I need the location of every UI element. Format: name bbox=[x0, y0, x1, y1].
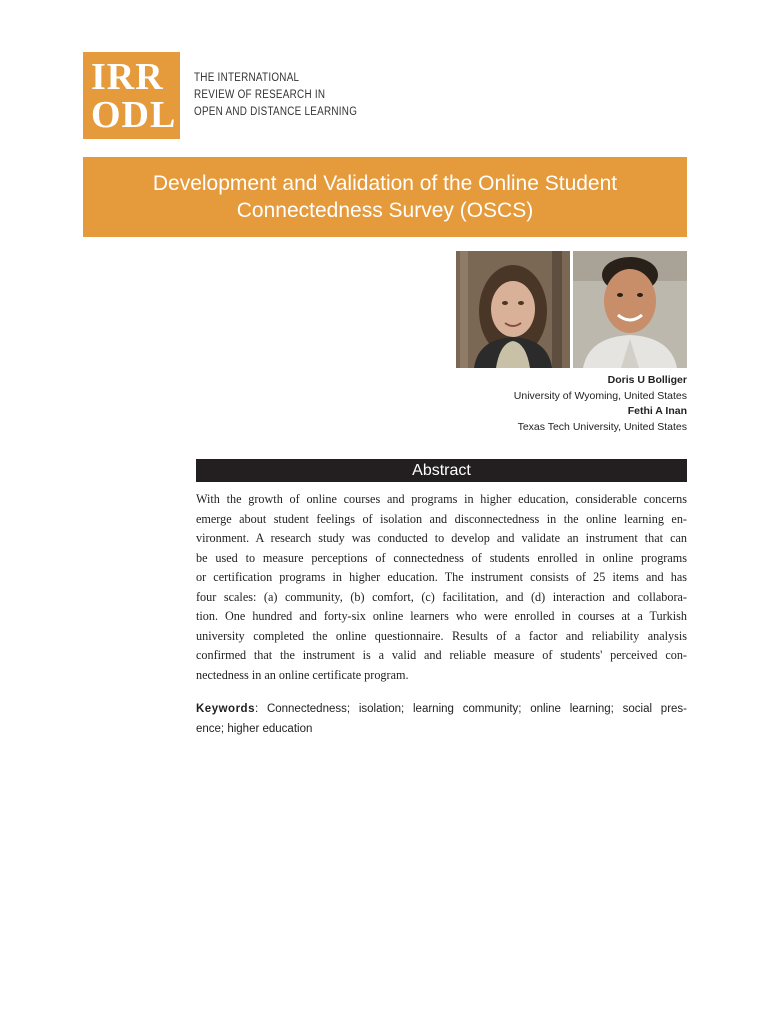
author-name: Fethi A Inan bbox=[627, 405, 687, 417]
abstract-line: tion. One hundred and forty-six online learners who were enrolled in courses at a Turkish bbox=[196, 609, 687, 623]
abstract-line: With the growth of online courses and programs in higher education, considerable concerns bbox=[196, 492, 687, 506]
abstract-line: confirmed that the instrument is a valid and reliable measure of students' perceived con- bbox=[196, 648, 687, 662]
author-photo-bolliger bbox=[456, 251, 570, 368]
author-affiliation: University of Wyoming, United States bbox=[513, 389, 687, 402]
abstract-line: be used to measure perceptions of connectedness of students enrolled in online programs bbox=[196, 550, 687, 565]
abstract-line: or certification programs in higher education. The instrument consists of 25 items and has bbox=[196, 570, 687, 584]
author-affiliation: Texas Tech University, United States bbox=[517, 420, 687, 433]
keywords-line bbox=[196, 700, 687, 720]
abstract-text bbox=[196, 490, 687, 685]
title-banner bbox=[83, 157, 687, 237]
abstract-line: university completed the online questionnaire. Results of a factor and reliability analysis bbox=[196, 628, 687, 643]
logo-text-line-2: ODL bbox=[91, 94, 177, 136]
journal-name-line: OPEN AND DISTANCE LEARNING bbox=[194, 106, 358, 118]
journal-name bbox=[194, 70, 357, 121]
abstract-line: nectedness in an online certificate program. bbox=[196, 667, 409, 682]
journal-name-line: THE INTERNATIONAL bbox=[194, 72, 300, 84]
keywords-text: : Connectedness; isolation; learning community; online learning; social pres- bbox=[254, 703, 687, 715]
journal-logo bbox=[83, 52, 180, 139]
keywords bbox=[196, 700, 687, 739]
paper-title: Development and Validation of the Online Student Connectedness Survey (OSCS) bbox=[152, 172, 618, 222]
abstract-line: emerge about student feelings of isolation and disconnectedness in the online learning en- bbox=[196, 511, 687, 526]
keywords-line: ence; higher education bbox=[196, 722, 313, 735]
author-list bbox=[514, 373, 687, 435]
abstract-line: four scales: (a) community, (b) comfort, (c) facilitation, and (d) interaction and collabora- bbox=[196, 589, 687, 604]
author-name: Doris U Bolliger bbox=[607, 374, 687, 386]
abstract-line: vironment. A research study was conducted to develop and validate an instrument that can bbox=[196, 531, 687, 545]
keywords-label: Keywords bbox=[196, 703, 255, 715]
author-photo-inan bbox=[573, 251, 687, 368]
logo-text-line-1: IRR bbox=[91, 56, 164, 98]
journal-name-line: REVIEW OF RESEARCH IN bbox=[194, 89, 326, 101]
abstract-heading: Abstract bbox=[196, 459, 687, 482]
